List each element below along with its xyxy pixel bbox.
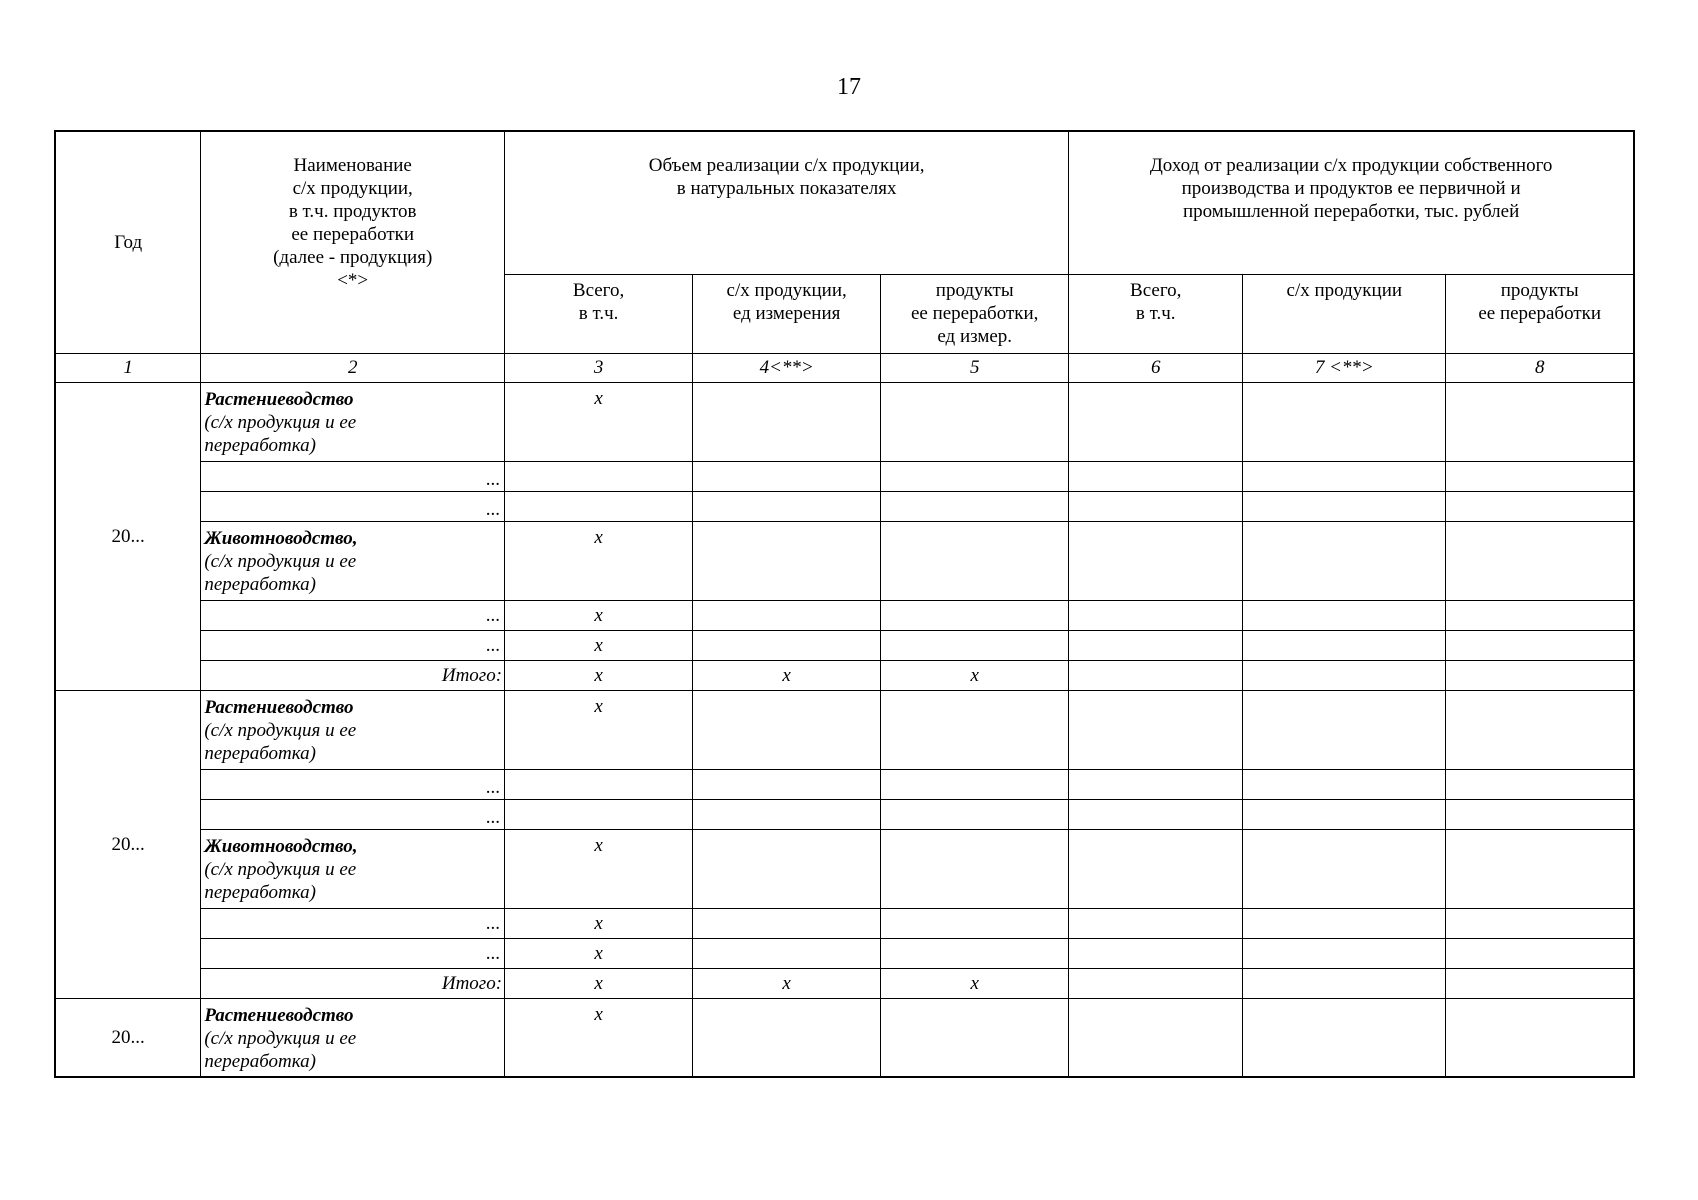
column-number-row bbox=[55, 353, 1634, 382]
section-subtitle: (с/х продукция и ее bbox=[204, 1027, 357, 1049]
header-income-agri bbox=[1243, 274, 1446, 353]
total-x-cell: х bbox=[881, 968, 1069, 998]
item-placeholder: ... bbox=[201, 491, 505, 521]
volume-total-cell: х bbox=[505, 908, 693, 938]
data-cell bbox=[1069, 461, 1243, 491]
data-cell bbox=[1243, 521, 1446, 600]
data-cell bbox=[1243, 938, 1446, 968]
header-volume-processed-line: ед измер. bbox=[937, 325, 1013, 347]
data-cell bbox=[1243, 968, 1446, 998]
total-x-cell: х bbox=[881, 660, 1069, 690]
header-product-name-line: <*> bbox=[337, 270, 369, 291]
header-product-name bbox=[201, 131, 505, 353]
data-cell bbox=[1446, 382, 1634, 461]
data-cell bbox=[1069, 521, 1243, 600]
data-cell bbox=[1446, 968, 1634, 998]
data-cell bbox=[1069, 491, 1243, 521]
data-cell bbox=[1069, 382, 1243, 461]
section-subtitle: (с/х продукция и ее bbox=[204, 719, 357, 741]
year-cell: 20... bbox=[55, 690, 201, 998]
item-row bbox=[55, 908, 1634, 938]
header-volume-agri-line: ед измерения bbox=[732, 302, 841, 324]
volume-total-cell: х bbox=[505, 829, 693, 908]
volume-total-cell: х bbox=[505, 382, 693, 461]
item-row bbox=[55, 461, 1634, 491]
item-row bbox=[55, 491, 1634, 521]
column-number: 3 bbox=[505, 353, 693, 382]
volume-total-cell bbox=[505, 769, 693, 799]
header-sales-volume bbox=[505, 131, 1069, 274]
data-cell bbox=[1069, 690, 1243, 769]
data-cell bbox=[693, 998, 881, 1077]
data-cell bbox=[693, 799, 881, 829]
data-cell bbox=[1243, 769, 1446, 799]
data-cell bbox=[1243, 998, 1446, 1077]
data-cell bbox=[1446, 829, 1634, 908]
data-cell bbox=[1446, 799, 1634, 829]
section-subtitle: переработка) bbox=[204, 742, 316, 764]
header-sales-volume-line: Объем реализации с/х продукции, bbox=[648, 155, 925, 176]
data-cell bbox=[693, 769, 881, 799]
header-sales-income bbox=[1069, 131, 1634, 274]
header-year-line: Год bbox=[114, 231, 143, 253]
data-cell bbox=[1069, 600, 1243, 630]
data-cell bbox=[1243, 600, 1446, 630]
data-cell bbox=[1243, 908, 1446, 938]
column-number: 7 <**> bbox=[1243, 353, 1446, 382]
header-volume-total-line: в т.ч. bbox=[578, 302, 619, 324]
data-cell bbox=[881, 521, 1069, 600]
header-income-total-line: Всего, bbox=[1130, 279, 1182, 301]
header-income-processed bbox=[1446, 274, 1634, 353]
data-cell bbox=[693, 491, 881, 521]
data-cell bbox=[881, 938, 1069, 968]
section-label bbox=[201, 690, 505, 769]
data-cell bbox=[1446, 521, 1634, 600]
column-number: 2 bbox=[201, 353, 505, 382]
header-row-1 bbox=[55, 131, 1634, 274]
header-volume-agri bbox=[693, 274, 881, 353]
column-number: 8 bbox=[1446, 353, 1634, 382]
volume-total-cell: х bbox=[505, 521, 693, 600]
data-cell bbox=[1243, 461, 1446, 491]
livestock-section-row bbox=[55, 521, 1634, 600]
header-product-name-line: Наименование bbox=[293, 155, 412, 176]
data-cell bbox=[1243, 491, 1446, 521]
crop-section-row bbox=[55, 382, 1634, 461]
data-cell bbox=[693, 908, 881, 938]
data-cell bbox=[881, 799, 1069, 829]
data-cell bbox=[1069, 799, 1243, 829]
section-label bbox=[201, 998, 505, 1077]
section-subtitle: (с/х продукция и ее bbox=[204, 858, 357, 880]
column-number: 6 bbox=[1069, 353, 1243, 382]
data-cell bbox=[881, 690, 1069, 769]
total-x-cell: х bbox=[505, 968, 693, 998]
data-cell bbox=[881, 382, 1069, 461]
data-cell bbox=[1243, 799, 1446, 829]
column-number: 4<**> bbox=[693, 353, 881, 382]
section-title: Растениеводство bbox=[204, 696, 354, 718]
header-income-processed-line: ее переработки bbox=[1478, 302, 1602, 324]
data-cell bbox=[1446, 660, 1634, 690]
data-cell bbox=[1243, 630, 1446, 660]
item-row bbox=[55, 799, 1634, 829]
section-subtitle: переработка) bbox=[204, 881, 316, 903]
header-product-name-line: с/х продукции, bbox=[292, 178, 413, 199]
section-subtitle: (с/х продукция и ее bbox=[204, 411, 357, 433]
volume-total-cell bbox=[505, 799, 693, 829]
item-row bbox=[55, 769, 1634, 799]
data-cell bbox=[693, 829, 881, 908]
sales-report-table bbox=[54, 130, 1635, 1078]
volume-total-cell: х bbox=[505, 630, 693, 660]
data-cell bbox=[881, 908, 1069, 938]
column-number: 1 bbox=[55, 353, 201, 382]
section-title: Животноводство, bbox=[204, 835, 358, 857]
data-cell bbox=[1069, 769, 1243, 799]
section-subtitle: переработка) bbox=[204, 573, 316, 595]
header-volume-agri-line: с/х продукции, bbox=[726, 279, 847, 301]
item-placeholder: ... bbox=[201, 938, 505, 968]
section-title: Растениеводство bbox=[204, 388, 354, 410]
data-cell bbox=[881, 630, 1069, 660]
data-cell bbox=[1069, 998, 1243, 1077]
section-label bbox=[201, 382, 505, 461]
header-year bbox=[55, 131, 201, 353]
data-cell bbox=[881, 829, 1069, 908]
data-cell bbox=[693, 521, 881, 600]
total-x-cell: х bbox=[693, 968, 881, 998]
header-volume-processed bbox=[881, 274, 1069, 353]
data-cell bbox=[1069, 968, 1243, 998]
section-subtitle: переработка) bbox=[204, 434, 316, 456]
header-volume-processed-line: ее переработки, bbox=[910, 302, 1039, 324]
data-cell bbox=[1069, 829, 1243, 908]
header-sales-income-line: Доход от реализации с/х продукции собственного bbox=[1149, 155, 1553, 176]
data-cell bbox=[693, 600, 881, 630]
data-cell bbox=[693, 630, 881, 660]
header-product-name-line: (далее - продукция) bbox=[273, 247, 433, 268]
data-cell bbox=[1069, 938, 1243, 968]
data-cell bbox=[1446, 491, 1634, 521]
header-income-processed-line: продукты bbox=[1500, 279, 1579, 301]
item-placeholder: ... bbox=[201, 461, 505, 491]
item-placeholder: ... bbox=[201, 630, 505, 660]
total-label: Итого: bbox=[201, 660, 505, 690]
item-placeholder: ... bbox=[201, 908, 505, 938]
total-label: Итого: bbox=[201, 968, 505, 998]
section-subtitle: (с/х продукция и ее bbox=[204, 550, 357, 572]
data-cell bbox=[1446, 998, 1634, 1077]
data-cell bbox=[1243, 382, 1446, 461]
data-cell bbox=[1446, 690, 1634, 769]
item-placeholder: ... bbox=[201, 769, 505, 799]
year-cell: 20... bbox=[55, 382, 201, 690]
volume-total-cell bbox=[505, 461, 693, 491]
page-number: 17 bbox=[837, 74, 861, 100]
data-cell bbox=[693, 690, 881, 769]
header-income-total bbox=[1069, 274, 1243, 353]
data-cell bbox=[881, 461, 1069, 491]
item-row bbox=[55, 938, 1634, 968]
header-sales-income-line: производства и продуктов ее первичной и bbox=[1181, 178, 1521, 199]
volume-total-cell: х bbox=[505, 600, 693, 630]
header-product-name-line: в т.ч. продуктов bbox=[288, 201, 417, 222]
data-cell bbox=[1446, 600, 1634, 630]
data-cell bbox=[1069, 660, 1243, 690]
total-x-cell: х bbox=[693, 660, 881, 690]
data-cell bbox=[1069, 908, 1243, 938]
data-cell bbox=[693, 938, 881, 968]
volume-total-cell: х bbox=[505, 938, 693, 968]
livestock-section-row bbox=[55, 829, 1634, 908]
data-cell bbox=[881, 998, 1069, 1077]
header-income-total-line: в т.ч. bbox=[1135, 302, 1176, 324]
total-row bbox=[55, 660, 1634, 690]
data-cell bbox=[881, 600, 1069, 630]
header-volume-processed-line: продукты bbox=[935, 279, 1014, 301]
data-cell bbox=[1243, 690, 1446, 769]
total-x-cell: х bbox=[505, 660, 693, 690]
header-sales-income-line: промышленной переработки, тыс. рублей bbox=[1182, 201, 1520, 222]
volume-total-cell bbox=[505, 491, 693, 521]
data-cell bbox=[1446, 630, 1634, 660]
data-cell bbox=[1446, 769, 1634, 799]
section-label bbox=[201, 829, 505, 908]
data-cell bbox=[1446, 908, 1634, 938]
volume-total-cell: х bbox=[505, 998, 693, 1077]
item-placeholder: ... bbox=[201, 799, 505, 829]
header-volume-total-line: Всего, bbox=[572, 279, 625, 301]
header-volume-total bbox=[505, 274, 693, 353]
section-title: Растениеводство bbox=[204, 1004, 354, 1026]
crop-section-row bbox=[55, 690, 1634, 769]
data-cell bbox=[881, 769, 1069, 799]
data-cell bbox=[693, 461, 881, 491]
volume-total-cell: х bbox=[505, 690, 693, 769]
section-subtitle: переработка) bbox=[204, 1050, 316, 1072]
total-row bbox=[55, 968, 1634, 998]
header-income-agri-line: с/х продукции bbox=[1286, 279, 1403, 301]
data-cell bbox=[1446, 938, 1634, 968]
data-cell bbox=[693, 382, 881, 461]
data-cell bbox=[1243, 829, 1446, 908]
data-cell bbox=[1243, 660, 1446, 690]
header-product-name-line: ее переработки bbox=[291, 224, 415, 245]
data-cell bbox=[1446, 461, 1634, 491]
item-row bbox=[55, 630, 1634, 660]
data-cell bbox=[1069, 630, 1243, 660]
column-number: 5 bbox=[881, 353, 1069, 382]
crop-section-row bbox=[55, 998, 1634, 1077]
year-cell: 20... bbox=[55, 998, 201, 1077]
header-sales-volume-line: в натуральных показателях bbox=[676, 178, 897, 199]
data-cell bbox=[881, 491, 1069, 521]
item-row bbox=[55, 600, 1634, 630]
section-title: Животноводство, bbox=[204, 527, 358, 549]
item-placeholder: ... bbox=[201, 600, 505, 630]
section-label bbox=[201, 521, 505, 600]
